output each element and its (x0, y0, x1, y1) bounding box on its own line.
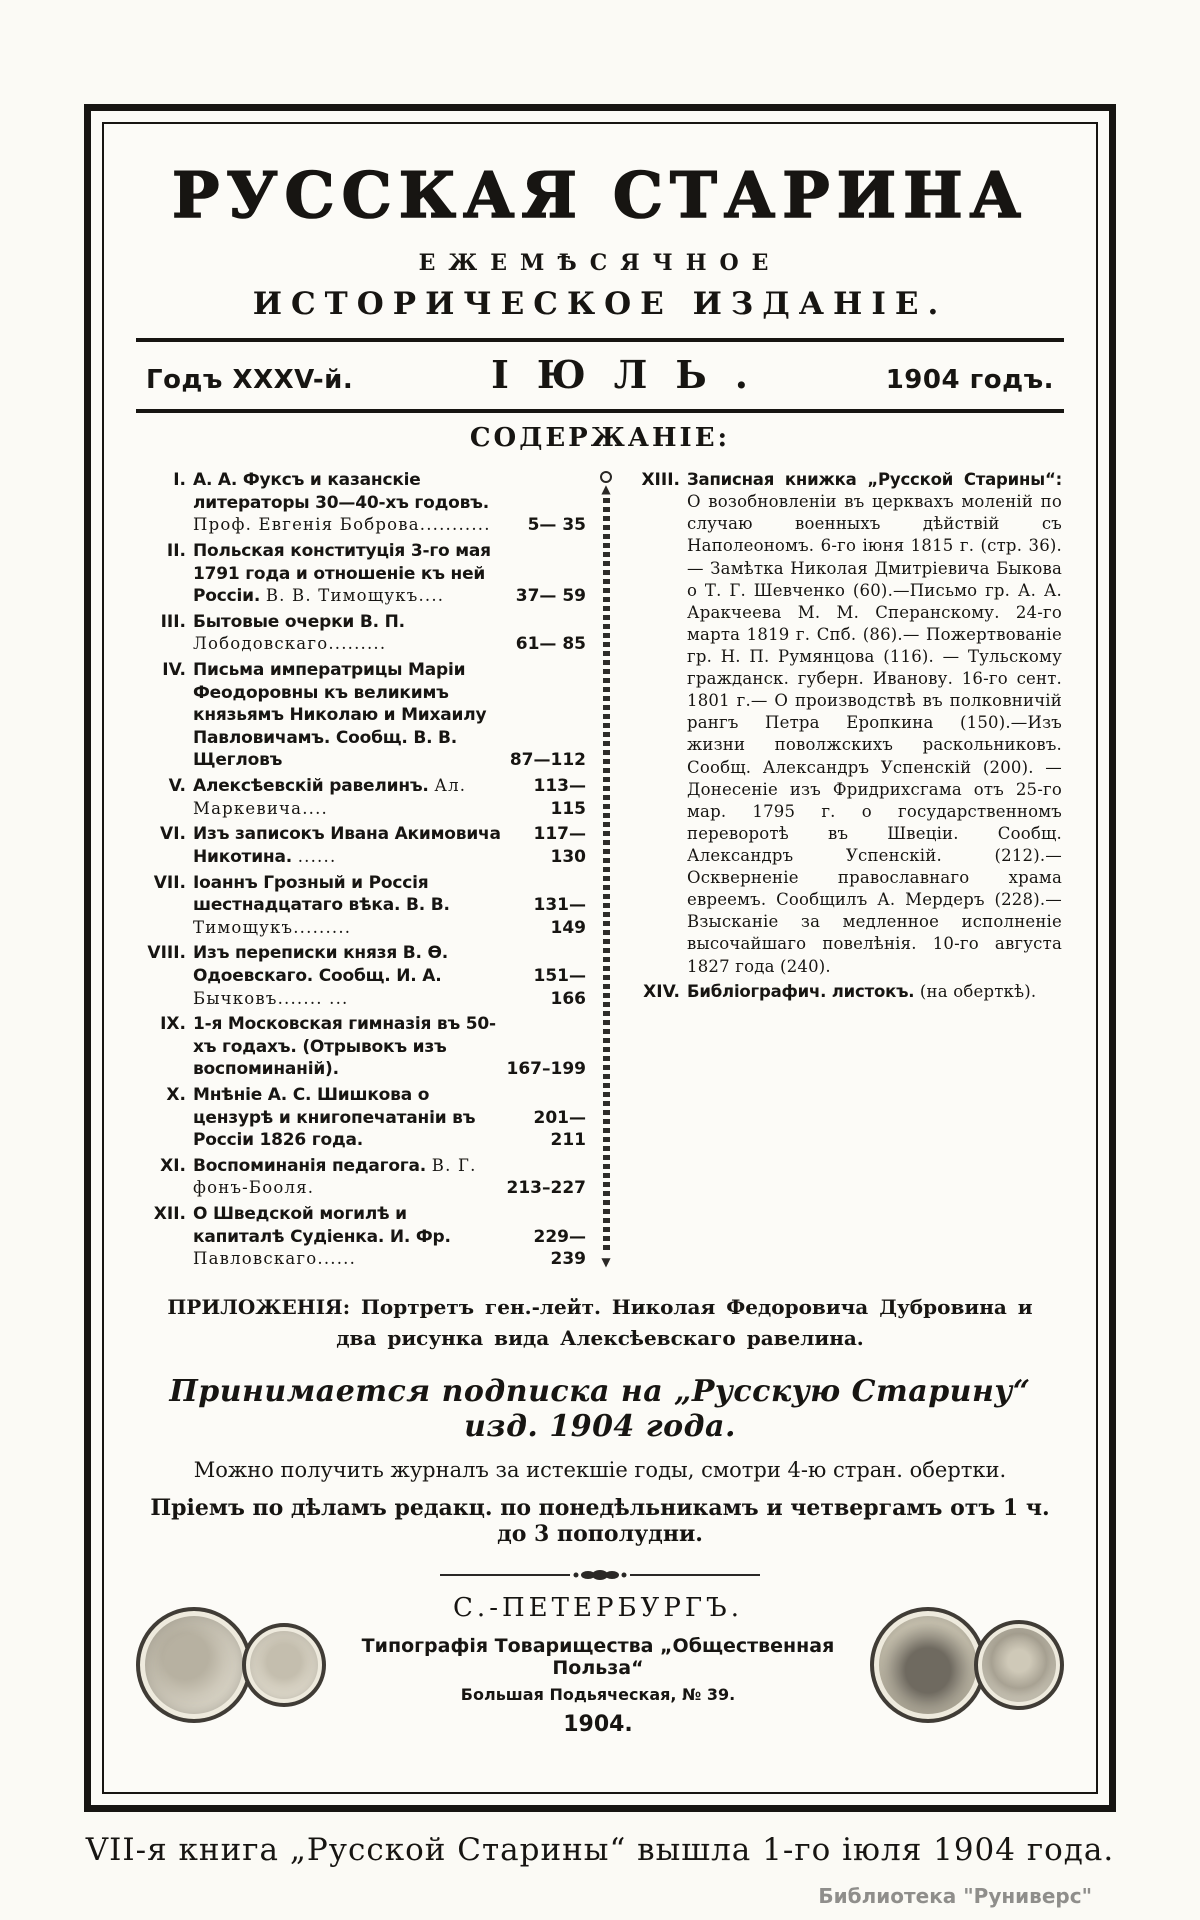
flourish-divider (134, 1565, 1066, 1585)
toc-entry (138, 1203, 586, 1271)
toc-entry-number: VI. (160, 824, 186, 845)
right-medals (870, 1607, 1064, 1723)
toc-entry-text (193, 1155, 502, 1200)
divider-arrow-up-icon: ▲ (601, 482, 611, 497)
toc-entry (138, 1013, 586, 1081)
toc-entry-title: О Шведской могилѣ и капиталѣ Судіенка. И. Фр. (193, 1204, 451, 1247)
contents-heading: СОДЕРЖАНІЕ: (469, 423, 731, 454)
toc-entry (138, 1084, 586, 1152)
toc-entry-text (193, 872, 502, 940)
toc-entry-title: Бытовые очерки В. П. (193, 611, 405, 632)
toc-entry-number: I. (173, 470, 186, 491)
toc-entry-text (193, 659, 502, 772)
toc-entry-number: XI. (160, 1155, 186, 1176)
page-frame-outer (84, 104, 1116, 1812)
toc-entry-pages: 213–227 (506, 1178, 586, 1199)
toc-entry-number: XII. (153, 1204, 186, 1225)
toc-entry-author: Ал. Маркевича.... (193, 776, 467, 818)
toc-entry-text (193, 469, 502, 537)
toc-entry-number: III. (160, 611, 186, 632)
toc-entry (138, 775, 586, 820)
toc-entry-text (193, 1084, 502, 1152)
toc-entry-number: II. (166, 540, 186, 561)
toc-entry-pages: 37— 59 (515, 586, 586, 607)
medal-portrait-bust-icon (870, 1607, 986, 1723)
imprint-text (326, 1593, 870, 1737)
toc-left-column (138, 469, 586, 1274)
imprint-block (134, 1593, 1066, 1737)
toc-entry-title: Іоаннъ Грозный и Россія шестнадцатаго вѣка. В. В. (193, 872, 450, 916)
toc-entry-author: (на оберткѣ). (919, 981, 1037, 1001)
toc-entry-pages: 87—112 (509, 750, 586, 771)
toc-entry-text (193, 1013, 502, 1081)
toc-entry-title: Мнѣніе А. С. Шишкова о цензурѣ и книгопечатаніи въ Россіи 1826 года. (193, 1084, 476, 1151)
imprint-year: 1904. (563, 1711, 633, 1737)
toc-entry-number: XIV. (643, 981, 680, 1002)
office-hours-note: Пріемъ по дѣламъ редакц. по понедѣльникамъ и четвергамъ отъ 1 ч. до 3 пополудни. (150, 1494, 1050, 1547)
month-label: ІЮЛЬ. (491, 352, 776, 398)
toc-entry-number: XIII. (641, 470, 680, 491)
toc-entry-author: В. Г. фонъ-Бооля. (193, 1155, 477, 1198)
flourish-divider-icon (430, 1565, 770, 1585)
toc-entry (138, 540, 586, 608)
year-month-row (134, 342, 1066, 401)
toc-entry-author: ...... (297, 846, 337, 866)
table-of-contents (134, 469, 1066, 1274)
toc-entry (138, 872, 586, 940)
imprint-city: С.-ПЕТЕРБУРГЪ. (453, 1592, 743, 1623)
toc-entry-author: Лободовскаго......... (193, 634, 387, 654)
journal-subtitle-monthly: ЕЖЕМѢСЯЧНОЕ (418, 250, 782, 277)
toc-entry (138, 469, 586, 537)
toc-entry (626, 469, 1062, 978)
toc-entry-number: VII. (153, 872, 186, 893)
toc-entry-author: Проф. Евгенія Боброва........... (193, 515, 491, 535)
toc-entry-text (193, 540, 502, 608)
toc-entry-number: X. (166, 1084, 186, 1105)
toc-entry-text (687, 981, 1062, 1004)
journal-subtitle-historical: ИСТОРИЧЕСКОЕ ИЗДАНІЕ. (252, 286, 948, 323)
appendix-note: ПРИЛОЖЕНІЯ: Портретъ ген.-лейт. Николая Федоровича Дубровина и два рисунка вида Алексѣевскаго равелина. (167, 1294, 1033, 1350)
page-frame-inner (102, 122, 1098, 1794)
toc-entry (138, 1155, 586, 1200)
toc-entry-text (193, 942, 502, 1010)
toc-entry-text (193, 611, 502, 656)
toc-entry-text (687, 469, 1062, 978)
toc-entry-pages: 113—115 (533, 776, 586, 819)
toc-entry-title: Польская конституція 3-го мая 1791 года и отношеніе къ ней Россіи. (193, 540, 491, 607)
toc-entry-title: Записная книжка „Русской Старины“: (687, 470, 1062, 490)
toc-right-column (626, 469, 1062, 1274)
toc-entry (138, 659, 586, 772)
left-medals (136, 1607, 326, 1723)
toc-entry-number: IX. (160, 1014, 186, 1035)
medal-classical-head-icon (136, 1607, 252, 1723)
toc-entry-title: Библіографич. листокъ. (687, 981, 920, 1001)
toc-entry-pages: 151—166 (533, 965, 586, 1009)
library-watermark: Библиотека "Руниверс" (818, 1884, 1092, 1908)
column-divider-ornament (586, 469, 626, 1274)
toc-entry-pages: 5— 35 (527, 515, 586, 536)
medal-small-left-icon (242, 1623, 326, 1707)
toc-entry-author: О возобновленіи въ церквахъ моленій по случаю военныхъ дѣйствій съ Наполеономъ. 6-го іюня 1815 г. (стр. 36).— Замѣтка Николая Дмитріевича Быкова о Т. Г. Шевченко (60).—Письмо гр. А. А. Аракчеева М. М. Сперанскому. 24-го марта 1819 г. Спб. (86).— Пожертвованіе гр. Н. П. Румянцова (116). — Тульскому гражданск. губерн. Иванову. 16-го сент. 1801 г.— О производствѣ въ полковничій рангъ Петра Еропкина (150).—Изъ жизни поволжскихъ раскольниковъ. Сообщ. Александръ Успенскій (200). —Донесеніе изъ Фридрихсгама отъ 25-го мар. 1795 г. о государственномъ переворотѣ въ Швеціи. Сообщ. Александръ Успенскій. (212).— Оскверненіе православнаго храма евреемъ. Сообщилъ А. Мердеръ (228).—Взысканіе за медленное исполненіе высочайшаго повелѣнія. 10-го августа 1827 года (240). (687, 492, 1062, 976)
imprint-address: Большая Подьяческая, № 39. (460, 1684, 736, 1704)
toc-entry-title: Воспоминанія педагога. (193, 1155, 432, 1176)
toc-entry-pages: 229—239 (533, 1226, 586, 1270)
toc-entry-title: Изъ переписки князя В. Ѳ. Одоевскаго. Сообщ. И. А. (193, 943, 449, 986)
toc-entry-pages: 201—211 (533, 1107, 586, 1151)
toc-entry-title: А. А. Фуксъ и казанскіе литераторы 30—40-хъ годовъ. (193, 470, 489, 513)
toc-entry-pages: 167–199 (506, 1059, 586, 1080)
imprint-publisher: Типографія Товарищества „Общественная Польза“ (361, 1634, 835, 1679)
toc-entry (138, 611, 586, 656)
toc-entry-title: Изъ записокъ Ивана Акимовича Никотина. (193, 824, 501, 867)
subscription-announcement: Принимается подписка на „Русскую Старину“ изд. 1904 года. (169, 1373, 1031, 1444)
toc-entry-author: Бычковъ....... ... (193, 988, 349, 1008)
toc-entry-pages: 131—149 (533, 895, 586, 938)
volume-year-label: Годъ XXXV-й. (146, 365, 354, 396)
toc-entry (626, 981, 1062, 1004)
toc-entry-author: В. В. Тимощукъ.... (265, 586, 445, 606)
toc-entry (138, 942, 586, 1010)
toc-entry-number: IV. (162, 660, 186, 681)
toc-entry-author: Тимощукъ......... (193, 917, 352, 937)
toc-entry-title: Письма императрицы Маріи Феодоровны къ великимъ князьямъ Николаю и Михаилу Павловичамъ. Сообщ. В. В. Щегловъ (193, 660, 487, 771)
toc-entry (138, 823, 586, 868)
toc-entry-number: VIII. (147, 943, 186, 964)
issue-year-label: 1904 годъ. (885, 365, 1054, 396)
release-announcement: VII-я книга „Русской Старины“ вышла 1-го іюля 1904 года. (85, 1832, 1115, 1868)
journal-title: РУССКАЯ СТАРИНА (172, 158, 1028, 232)
toc-entry-text (193, 1203, 502, 1271)
toc-entry-title: 1-я Московская гимназія въ 50-хъ годахъ. (Отрывокъ изъ воспоминаній). (193, 1014, 496, 1080)
toc-entry-author: Павловскаго...... (193, 1249, 357, 1269)
back-issues-note: Можно получить журналъ за истекшіе годы, смотри 4-ю стран. обертки. (193, 1457, 1007, 1482)
toc-entry-pages: 117—130 (533, 824, 586, 867)
toc-entry-number: V. (168, 776, 186, 797)
toc-entry-pages: 61— 85 (515, 634, 586, 655)
toc-entry-text (193, 775, 502, 820)
medal-inscription-icon (974, 1620, 1064, 1710)
toc-entry-text (193, 823, 502, 868)
toc-entry-title: Алексѣевскій равелинъ. (193, 776, 435, 797)
divider-chain-icon (603, 498, 610, 1253)
divider-arrow-down-icon: ▼ (601, 1254, 611, 1269)
rule-below-year-row (136, 409, 1064, 413)
